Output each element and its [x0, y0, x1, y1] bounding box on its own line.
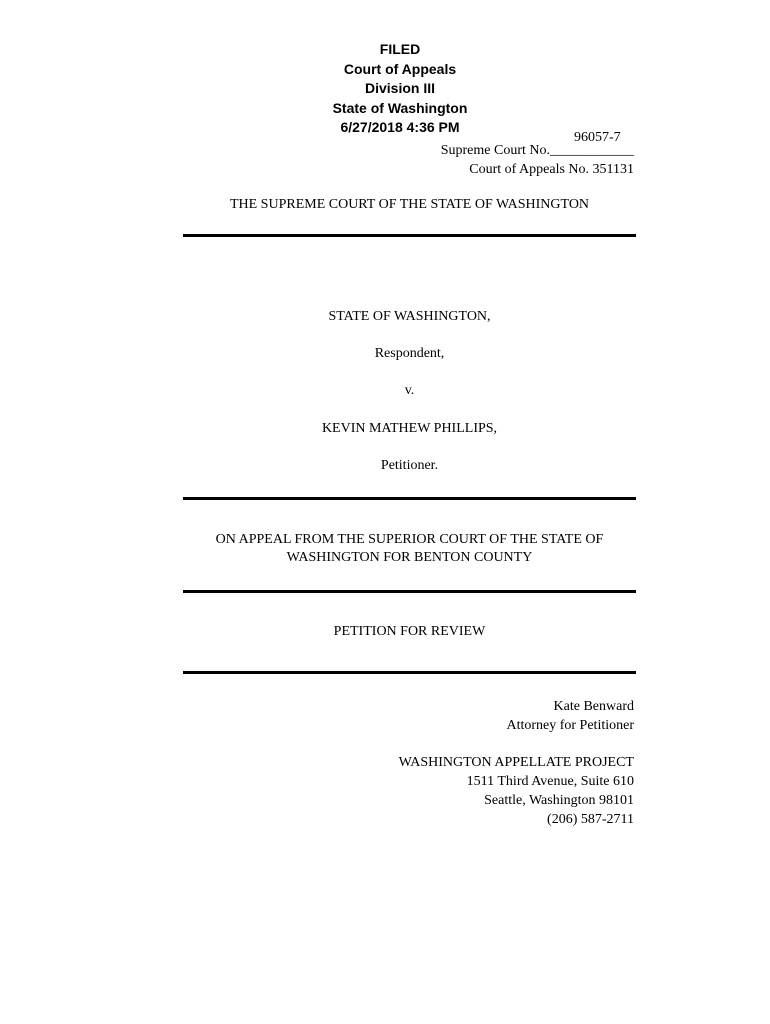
respondent-name: STATE OF WASHINGTON,: [328, 309, 491, 324]
stamp-state: State of Washington: [332, 99, 468, 116]
case-numbers: [441, 141, 634, 179]
firm-block: [399, 753, 634, 829]
appeals-court-label: Court of Appeals No. 351131: [469, 162, 634, 177]
appeal-from-line1: ON APPEAL FROM THE SUPERIOR COURT OF THE STATE OF: [215, 532, 604, 547]
appeal-from-line2: WASHINGTON FOR BENTON COUNTY: [286, 550, 533, 565]
firm-address-2: Seattle, Washington 98101: [484, 793, 634, 808]
petitioner-role: Petitioner.: [380, 458, 439, 473]
attorney-role: Attorney for Petitioner: [506, 718, 634, 733]
divider-4: [183, 671, 636, 674]
firm-name: WASHINGTON APPELLATE PROJECT: [398, 755, 634, 770]
court-title: THE SUPREME COURT OF THE STATE OF WASHINGTON: [229, 197, 590, 212]
document-title: PETITION FOR REVIEW: [333, 624, 486, 639]
versus: v.: [404, 383, 415, 398]
firm-phone: (206) 587-2711: [547, 812, 634, 827]
divider-3: [183, 590, 636, 593]
firm-address-1: 1511 Third Avenue, Suite 610: [466, 774, 634, 789]
supreme-court-number: 96057-7: [574, 130, 621, 145]
attorney-block: [506, 697, 634, 735]
supreme-court-label: Supreme Court No.____________: [440, 143, 634, 158]
petitioner-name: KEVIN MATHEW PHILLIPS,: [321, 421, 498, 436]
respondent-role: Respondent,: [374, 346, 445, 361]
appeal-from: [183, 531, 636, 567]
divider-2: [183, 497, 636, 500]
divider-1: [183, 234, 636, 237]
attorney-name: Kate Benward: [553, 699, 634, 714]
stamp-court: Court of Appeals: [343, 60, 457, 77]
filing-stamp: [300, 40, 500, 138]
stamp-filed: FILED: [379, 41, 421, 57]
stamp-division: Division III: [364, 80, 435, 96]
stamp-datetime: 6/27/2018 4:36 PM: [340, 119, 460, 135]
